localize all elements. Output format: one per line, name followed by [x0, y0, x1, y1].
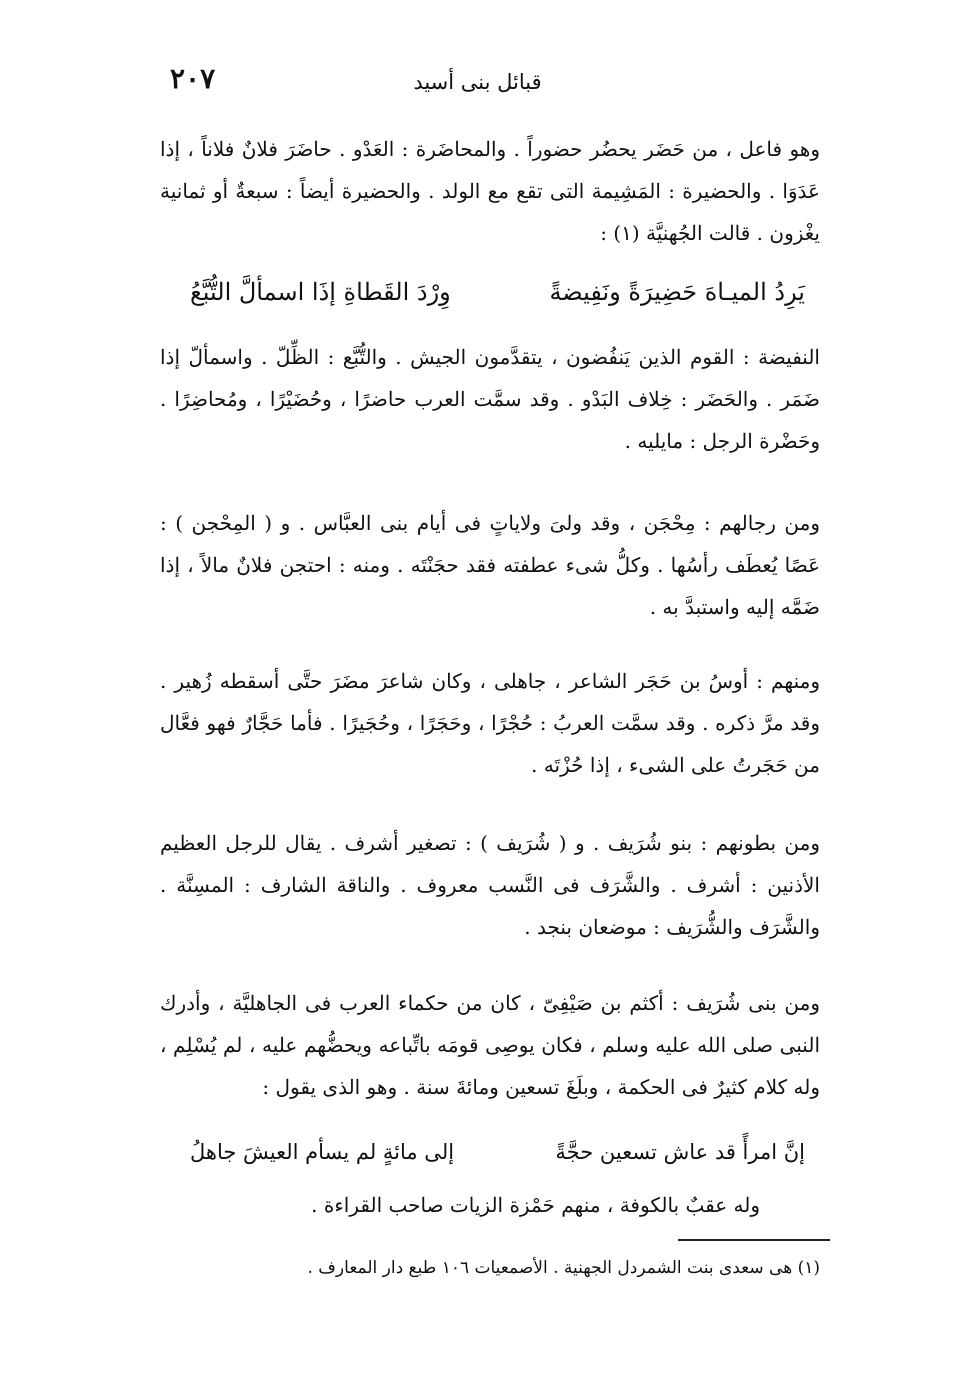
verse-1-first-hemistich: يَرِدُ الميـاهَ حَضِيرَةً ونَفِيضةً — [549, 278, 805, 306]
paragraph-4: ومنهم : أوسُ بن حَجَر الشاعر ، جاهلى ، وكان شاعرَ مضَرَ حتَّى أسقطه زُهير . وقد مرَّ ذكره . وقد سمَّت العربُ : حُجْرًا ، وحَجَرًا ، وحُجَيرًا . فأما حَجَّارٌ فهو فعَّال من حَجَرتُ على الشىء ، إذا حُزْتَه . — [160, 669, 820, 777]
paragraph-5: ومن بطونهم : بنو شُرَيف . و ( شُرَيف ) : تصغير أشرف . يقال للرجل العظيم الأذنين : أشرف . والشَّرَف فى النَّسب معروف . والناقة الشارف : المسِنَّة . والشَّرَف والشُّرَيف : موضعان بنجد . — [160, 831, 820, 939]
paragraph-6: ومن بنى شُرَيف : أكثم بن صَيْفِىّ ، كان من حكماء العرب فى الجاهليَّة ، وأدرك النبى صلى الله عليه وسلم ، فكان يوصِى قومَه باتِّباعه ويحضُّهم عليه ، لم يُسْلِم ، وله كلام كثيرٌ فى الحكمة ، وبلَغَ تسعين ومائةَ سنة . وهو الذى يقول : — [160, 991, 820, 1099]
running-title: قبائل بنى أسيد — [413, 70, 542, 94]
footnote: (١) هى سعدى بنت الشمردل الجهنية . الأصمعيات ١٠٦ طبع دار المعارف . — [307, 1258, 820, 1278]
verse-2-second-hemistich: إلى مائةٍ لم يسأم العيشَ جاهلُ — [190, 1140, 455, 1164]
verse-1-second-hemistich: وِرْدَ القَطاةِ إذَا اسمألَّ التُّبَّعُ — [190, 278, 451, 306]
page-number: ٢٠٧ — [170, 62, 216, 95]
verse-2-first-hemistich: إنَّ امرأً قد عاش تسعين حجَّةً — [555, 1140, 805, 1164]
paragraph-2: النفيضة : القوم الذين يَنفُضون ، يتقدَّمون الجيش . والتُّبَّع : الظِّلّ . واسمألّ إذا ضَمَر . والحَضَر : خِلاف البَدْو . وقد سمَّت العرب حاضرًا ، وحُضَيْرًا ، ومُحاضِرًا . وحَضْرة الرجل : مايليه . — [160, 345, 820, 453]
closing-line: وله عقبٌ بالكوفة ، منهم حَمْزة الزيات صاحب القراءة . — [311, 1193, 760, 1217]
footnote-divider — [678, 1239, 830, 1241]
verse-1 — [190, 278, 805, 306]
paragraph-3: ومن رجالهم : مِحْجَن ، وقد ولىَ ولاياتٍ فى أيام بنى العبَّاس . و ( المِحْجن ) : عَصًا يُعطَف رأسُها . وكلُّ شىء عطفته فقد حجَنْتَه . ومنه : احتجن فلانٌ مالاً ، إذا ضَمَّه إليه واستبدَّ به . — [160, 511, 820, 619]
paragraph-1: وهو فاعل ، من حَضَر يحضُر حضوراً . والمحاضَرة : العَدْو . حاضَرَ فلانٌ فلاناً ، إذا عَدَوَا . والحضيرة : المَشِيمة التى تقع مع الولد . والحضيرة أيضاً : سبعةٌ أو ثمانية يغْزون . قالت الجُهنيَّة (١) : — [160, 137, 820, 245]
page-header — [160, 62, 795, 102]
verse-2 — [190, 1140, 805, 1164]
